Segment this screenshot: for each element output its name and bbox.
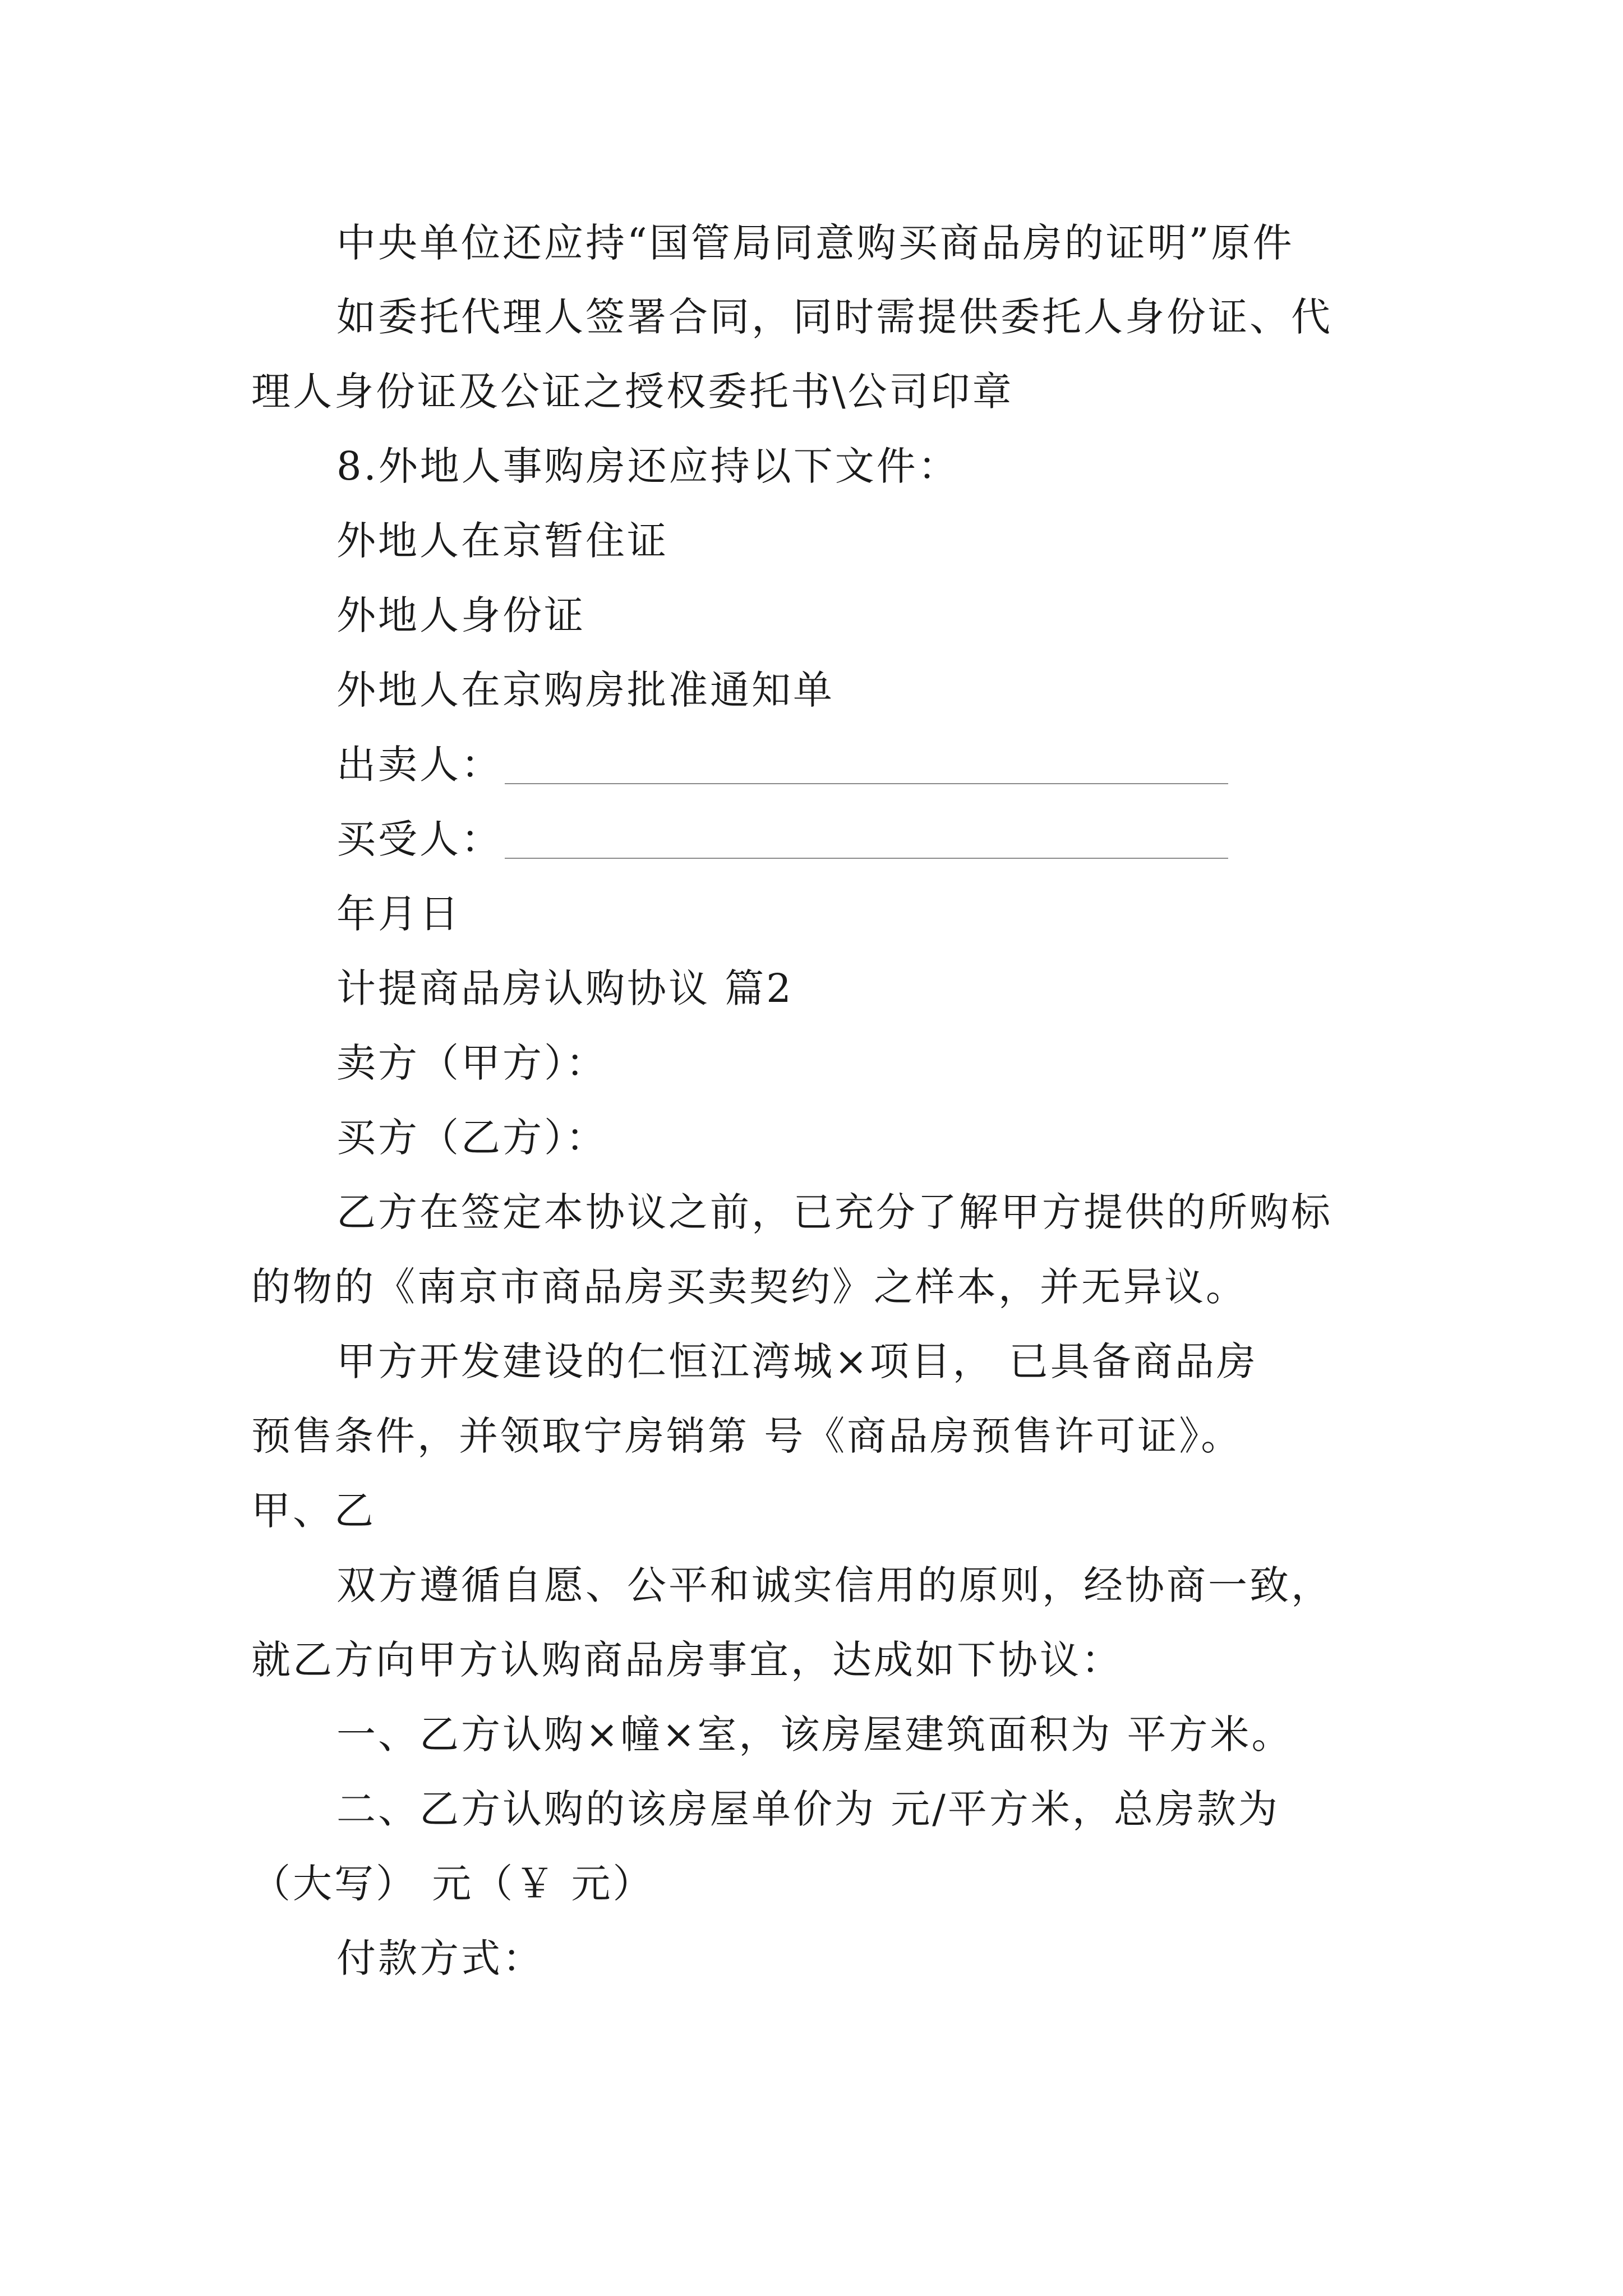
paragraph-line: 中央单位还应持“国管局同意购买商品房的证明”原件 (336, 220, 1294, 266)
paragraph-line: 预售条件，并领取宁房销第 号《商品房预售许可证》。 (251, 1413, 1243, 1459)
clause-line: 二、乙方认购的该房屋单价为 元/平方米，总房款为 (336, 1786, 1280, 1832)
seller-signature-blank (505, 751, 1228, 784)
buyer-signature-blank (505, 825, 1228, 859)
paragraph-line: 甲、乙 (251, 1488, 376, 1534)
paragraph-line: 8.外地人事购房还应持以下文件： (336, 443, 960, 489)
date-line: 年月日 (336, 891, 461, 937)
paragraph-line: 外地人身份证 (336, 592, 585, 638)
buyer-signature-row (336, 816, 1228, 862)
payment-method-line: 付款方式： (336, 1935, 544, 1981)
paragraph-line: 乙方在签定本协议之前，已充分了解甲方提供的所购标 (336, 1189, 1332, 1235)
paragraph-line: 双方遵循自愿、公平和诚实信用的原则，经协商一致， (336, 1562, 1332, 1608)
paragraph-line: 甲方开发建设的仁恒江湾城×项目， 已具备商品房 (336, 1338, 1258, 1384)
clause-line: （大写） 元（￥ 元） (251, 1861, 654, 1907)
paragraph-line: 外地人在京暂住证 (336, 518, 668, 564)
buyer-party-line: 买方（乙方）： (336, 1115, 607, 1161)
seller-label: 出卖人： (336, 742, 502, 788)
buyer-label: 买受人： (336, 816, 502, 862)
clause-line: 一、乙方认购×幢×室，该房屋建筑面积为 平方米。 (336, 1711, 1293, 1757)
paragraph-line: 如委托代理人签署合同，同时需提供委托人身份证、代 (336, 294, 1332, 340)
paragraph-line: 就乙方向甲方认购商品房事宜，达成如下协议： (251, 1637, 1123, 1683)
seller-party-line: 卖方（甲方）： (336, 1040, 607, 1086)
paragraph-line: 外地人在京购房批准通知单 (336, 667, 834, 713)
section-title: 计提商品房认购协议 篇2 (336, 965, 794, 1011)
seller-signature-row (336, 742, 1228, 788)
paragraph-line: 的物的《南京市商品房买卖契约》之样本，并无异议。 (251, 1264, 1247, 1310)
paragraph-line: 理人身份证及公证之授权委托书\公司印章 (251, 369, 1014, 415)
